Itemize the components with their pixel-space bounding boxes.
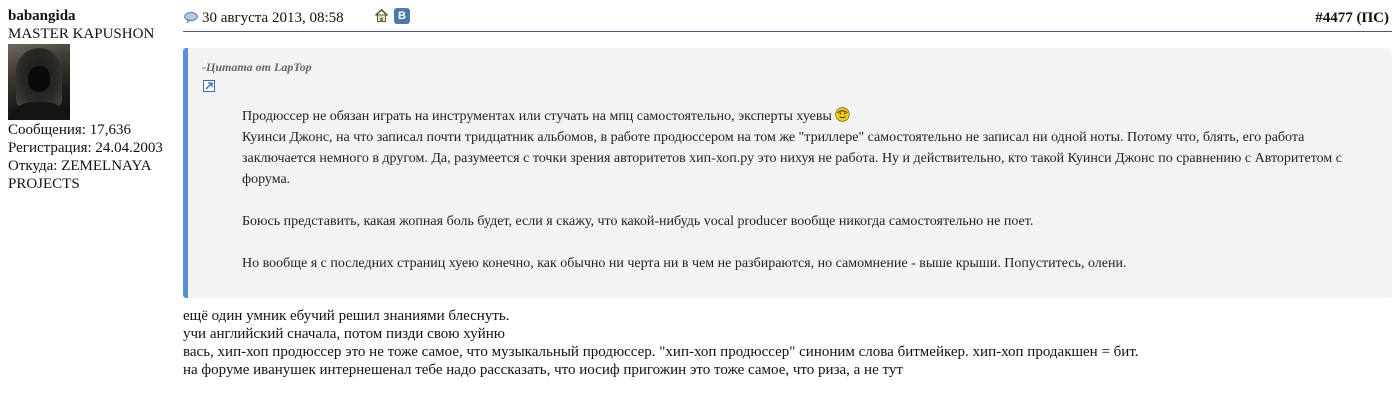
post-number[interactable]: #4477 (ПС) <box>1315 10 1389 26</box>
post-line: ещё один умник ебучий решил знаниями блеснуть. <box>183 308 510 324</box>
post-header <box>183 7 1392 32</box>
post-body <box>183 307 1392 379</box>
quote-line: Боюсь представить, какая жопная боль будет, если я скажу, что какой-нибудь vocal producer вообще никогда самостоятельно не поет. <box>242 214 1034 229</box>
post-date: 30 августа 2013, 08:58 <box>202 10 344 26</box>
user-info <box>8 7 180 193</box>
post-line: учи английский сначала, потом пизди свою хуйню <box>183 326 505 342</box>
ps-label: ПС <box>1361 10 1384 26</box>
view-post-icon[interactable] <box>203 80 215 92</box>
vk-icon[interactable]: В <box>394 8 410 24</box>
username-link[interactable]: babangida <box>8 8 76 24</box>
quote-line: Но вообще я с последних страниц хуею конечно, как обычно ни черта ни в чем не разбираются, но самомнение - выше крыши. Попуститесь, олени. <box>242 256 1127 271</box>
post-line: на форуме иванушек интернешенал тебе надо рассказать, что иосиф пригожин это тоже самое, что риза, а не тут <box>183 362 903 378</box>
quote-line: Куинси Джонс, на что записал почти тридцатник альбомов, в работе продюссером на том же "триллере" самостоятельно не записал ни одной ноты. Потому что, блять, его работа заключается немного в другом. Да, разумеется с точки зрения авторитетов хип-хоп.ру это нихуя не работа. Ну и действительно, кто такой Куинси Джонс по сравнению с Авторитетом с форума. <box>242 130 1342 187</box>
smiley-icon <box>835 107 850 122</box>
post-line: вась, хип-хоп продюссер это не тоже самое, что музыкальный продюссер. "хип-хоп продюссер" синоним слова битмейкер. хип-хоп продакшен = бит. <box>183 344 1139 360</box>
quote-author: -Цитата от LapTop <box>202 60 312 74</box>
quote-text <box>242 106 1342 274</box>
user-registration-date: Регистрация: 24.04.2003 <box>8 140 163 156</box>
avatar[interactable] <box>8 44 70 120</box>
post-number-link[interactable]: #4477 <box>1315 10 1353 26</box>
quote-block <box>183 48 1392 298</box>
user-messages-count: Сообщения: 17,636 <box>8 122 131 138</box>
home-icon[interactable] <box>374 8 389 23</box>
speech-bubble-icon <box>184 11 198 22</box>
user-location: Откуда: ZEMELNAYA PROJECTS <box>8 158 151 192</box>
quote-line: Продюссер не обязан играть на инструментах или стучать на мпц самостоятельно, эксперты хуевы <box>242 109 832 124</box>
user-title: MASTER KAPUSHON <box>8 26 155 42</box>
